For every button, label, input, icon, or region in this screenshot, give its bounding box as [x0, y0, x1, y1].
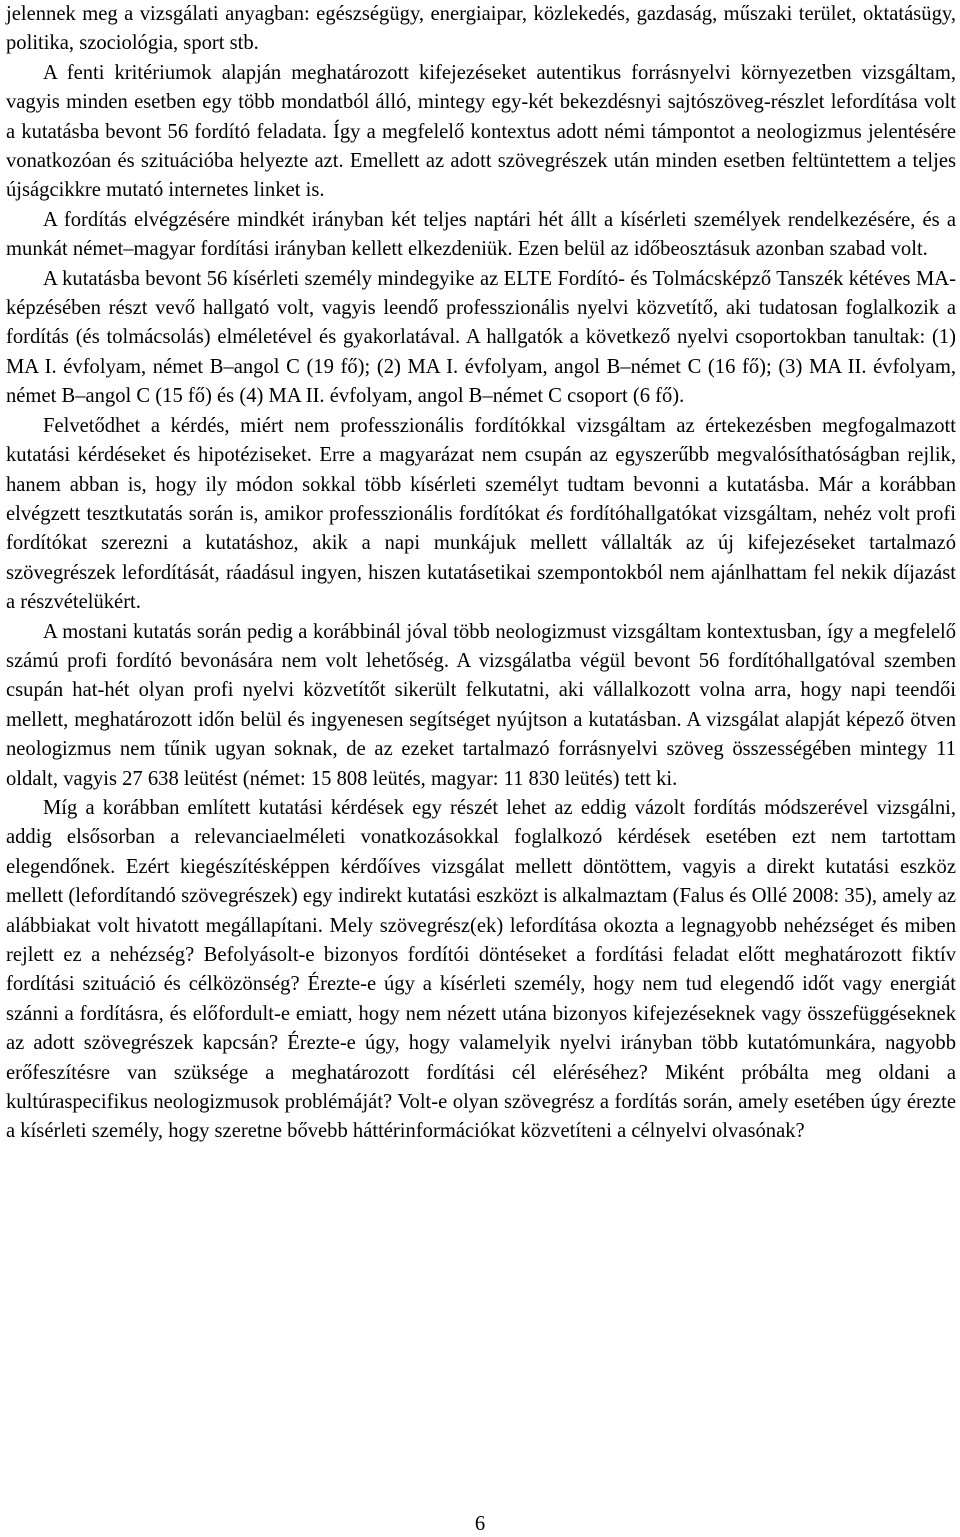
- paragraph-2: A fenti kritériumok alapján meghatározott kifejezéseket autentikus forrásnyelvi környezetben vizsgáltam, vagyis minden esetben egy több mondatból álló, mintegy egy-két bekezdésnyi sajtószöveg-részlet lefordítása volt a kutatásba bevont 56 fordító feladata. Így a megfelelő kontextus adott némi támpontot a neologizmus jelentésére vonatkozóan és szituációba helyezte azt. Emellett az adott szövegrészek után minden esetben feltüntettem a teljes újságcikkre mutató internetes linket is.: [6, 61, 956, 202]
- paragraph-4: A kutatásba bevont 56 kísérleti személy mindegyike az ELTE Fordító- és Tolmácsképző Tanszék kétéves MA-képzésében részt vevő hallgató volt, vagyis leendő professzionális nyelvi közvetítő, aki tudatosan foglalkozik a fordítás (és tolmácsolás) elméletével és gyakorlatával. A hallgatók a következő nyelvi csoportokban tanultak: (1) MA I. évfolyam, német B–angol C (19 fő); (2) MA I. évfolyam, angol B–német C (16 fő); (3) MA II. évfolyam, német B–angol C (15 fő) és (4) MA II. évfolyam, angol B–német C csoport (6 fő).: [6, 267, 956, 408]
- page-number: 6: [474, 1513, 486, 1535]
- paragraph-5: [6, 412, 956, 618]
- paragraph-5-text-before: Felvetődhet a kérdés, miért nem professzionális fordítókkal vizsgáltam az értekezésben megfogalmazott kutatási kérdéseket és hipotéziseket. Erre a magyarázat nem csupán az egyszerűbb megvalósíthatóságban rejlik, hanem abban is, hogy ily módon sokkal több kísérleti személyt tudtam bevonni a kutatásba. Már a korábban elvégzett tesztkutatás során is, amikor professzionális fordítókat: [6, 414, 956, 525]
- paragraph-7: Míg a korábban említett kutatási kérdések egy részét lehet az eddig vázolt fordítás módszerével vizsgálni, addig elsősorban a relevanciaelméleti vonatkozásokkal foglalkozó kérdések esetében ezt nem tartottam elegendőnek. Ezért kiegészítésképpen kérdőíves vizsgálat mellett döntöttem, vagyis a direkt kutatási eszköz mellett (lefordítandó szövegrészek) egy indirekt kutatási eszközt is alkalmaztam (Falus és Ollé 2008: 35), amely az alábbiakat volt hivatott megállapítani. Mely szövegrész(ek) lefordítása okozta a legnagyobb nehézséget és miben rejlett ez a nehézség? Befolyásolt-e bizonyos fordítói döntéseket a fordítási feladat előtt meghatározott fiktív fordítási szituáció és célközönség? Érezte-e úgy a kísérleti személy, hogy nem tud elegendő időt vagy energiát szánni a fordításra, és előfordult-e emiatt, hogy nem nézett utána bizonyos kifejezéseknek vagy összefüggéseknek az adott szövegrészek kapcsán? Érezte-e úgy, hogy valamelyik nyelvi irányban több kutatómunkára, nagyobb erőfeszítésre van szüksége a meghatározott fordítási cél eléréséhez? Miként próbálta meg oldani a kultúraspecifikus neologizmusok problémáját? Volt-e olyan szövegrész a fordítás során, amely esetében úgy érezte a kísérleti személy, hogy szeretne bővebb háttérinformációkat közvetíteni a célnyelvi olvasónak?: [6, 796, 956, 1143]
- paragraph-1: jelennek meg a vizsgálati anyagban: egészségügy, energiaipar, közlekedés, gazdaság, műszaki terület, oktatásügy, politika, szociológia, sport stb.: [6, 3, 956, 55]
- document-body: [6, 0, 956, 1147]
- paragraph-6: A mostani kutatás során pedig a korábbinál jóval több neologizmust vizsgáltam kontextusban, így a megfelelő számú profi fordító bevonására nem volt lehetőség. A vizsgálatba végül bevont 56 fordítóhallgatóval szemben csupán hat-hét olyan profi nyelvi közvetítőt sikerült felkutatni, aki vállalkozott volna arra, hogy napi teendői mellett, meghatározott időn belül és ingyenesen segítséget nyújtson a kutatásban. A vizsgálat alapját képező ötven neologizmus nem tűnik ugyan soknak, de az ezeket tartalmazó forrásnyelvi szöveg összességében mintegy 11 oldalt, vagyis 27 638 leütést (német: 15 808 leütés, magyar: 11 830 leütés) tett ki.: [6, 620, 956, 790]
- paragraph-5-emphasis: és: [546, 502, 564, 525]
- paragraph-3: A fordítás elvégzésére mindkét irányban két teljes naptári hét állt a kísérleti személyek rendelkezésére, és a munkát német–magyar fordítási irányban kellett elkezdeniük. Ezen belül az időbeosztásuk azonban szabad volt.: [6, 208, 956, 261]
- paragraph-5-text-after: fordítóhallgatókat vizsgáltam, nehéz volt profi fordítókat szerezni a kutatáshoz, akik a napi munkájuk mellett vállalták az új kifejezéseket tartalmazó szövegrészek lefordítását, ráadásul ingyen, hiszen kutatásetikai szempontokból nem ajánlhattam fel nekik díjazást a részvételükért.: [6, 502, 956, 614]
